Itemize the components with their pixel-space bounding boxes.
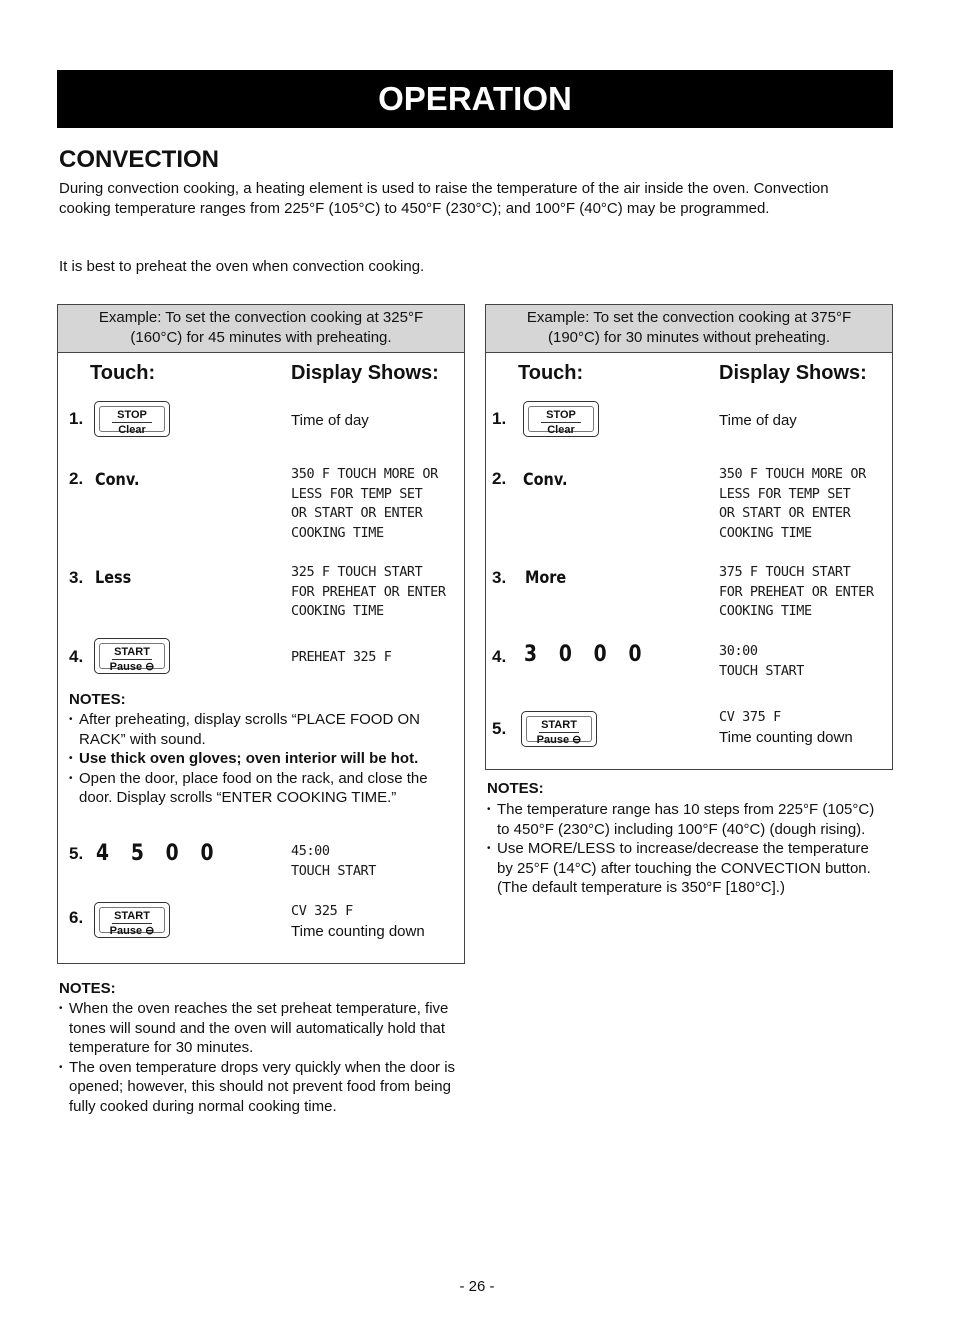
touch-column-header: Touch: [90, 362, 156, 384]
step-number: 5. [492, 719, 507, 738]
display-readout: 30:00 TOUCH START [719, 643, 805, 679]
display-column-header: Display Shows: [291, 362, 439, 384]
display-readout: CV 375 F [719, 709, 781, 725]
example-header [486, 305, 892, 353]
step-number: 4. [69, 647, 84, 666]
stop-clear-button[interactable] [523, 401, 599, 437]
number-pad-entry[interactable]: 4 5 0 0 [96, 841, 222, 866]
key-label-bottom: Clear [547, 424, 575, 436]
step-number: 3. [492, 568, 507, 587]
display-text: Time of day [291, 412, 369, 429]
step-number: 6. [69, 908, 84, 927]
display-readout: CV 325 F [291, 903, 353, 919]
example-header-line: (190°C) for 30 minutes without preheating. [548, 329, 830, 346]
notes-title: NOTES: [69, 691, 126, 708]
key-label-top: STOP [541, 409, 581, 423]
example-header-line: (160°C) for 45 minutes with preheating. [130, 329, 392, 346]
key-label-top: START [112, 646, 152, 660]
more-button-label[interactable]: More [525, 568, 567, 588]
step-number: 5. [69, 844, 84, 863]
note-item: • Use MORE/LESS to increase/decrease the temperature by 25°F (14°C) after touching the CONVECTION button. (The default temperature is 350°F [180°C].) [487, 839, 877, 898]
note-item-warning: • Use thick oven gloves; oven interior will be hot. [69, 749, 454, 769]
example-box-no-preheat [485, 304, 893, 770]
start-pause-button[interactable] [521, 711, 597, 747]
display-text: Time counting down [291, 923, 425, 940]
display-readout: 375 F TOUCH START FOR PREHEAT OR ENTER COOKING TIME [719, 564, 874, 620]
notes-title: NOTES: [487, 780, 544, 797]
key-label-top: START [539, 719, 579, 733]
note-item: • After preheating, display scrolls “PLACE FOOD ON RACK” with sound. [69, 710, 454, 749]
display-column-header: Display Shows: [719, 362, 867, 384]
key-label-bottom: Pause ⊖ [109, 925, 155, 937]
start-pause-button[interactable] [94, 638, 170, 674]
touch-column-header: Touch: [518, 362, 584, 384]
step-number: 1. [492, 409, 507, 428]
example-header [58, 305, 464, 353]
display-text: Time of day [719, 412, 797, 429]
display-readout: 350 F TOUCH MORE OR LESS FOR TEMP SET OR START OR ENTER COOKING TIME [719, 466, 866, 542]
section-title: CONVECTION [59, 146, 220, 173]
notes-list [69, 710, 454, 808]
number-pad-entry[interactable]: 3 0 0 0 [524, 642, 650, 667]
note-item: • The temperature range has 10 steps from 225°F (105°C) to 450°F (230°C) including 100°F (40°C) (dough rising). [487, 800, 877, 839]
key-label-bottom: Clear [118, 424, 146, 436]
conv-button-label[interactable]: Conv. [95, 470, 140, 490]
notes-list [59, 999, 464, 1116]
key-label-top: START [112, 910, 152, 924]
step-number: 1. [69, 409, 84, 428]
start-pause-button[interactable] [94, 902, 170, 938]
intro-paragraph: During convection cooking, a heating element is used to raise the temperature of the air inside the oven. Convection cooking temperature ranges from 225°F (105°C) to 450°F (230°C); and 100°F (40°C) may be programmed. [59, 180, 829, 217]
display-readout: 350 F TOUCH MORE OR LESS FOR TEMP SET OR START OR ENTER COOKING TIME [291, 466, 438, 542]
step-number: 3. [69, 568, 84, 587]
preheat-tip: It is best to preheat the oven when convection cooking. [59, 258, 425, 275]
step-number: 4. [492, 647, 507, 666]
page-number: - 26 - [459, 1278, 495, 1295]
key-label-bottom: Pause ⊖ [109, 661, 155, 673]
example-box-preheat [57, 304, 465, 964]
page-banner: OPERATION [57, 70, 893, 128]
example-header-line: Example: To set the convection cooking at 325°F [98, 309, 424, 326]
key-label-bottom: Pause ⊖ [536, 734, 582, 746]
display-readout: PREHEAT 325 F [291, 649, 392, 665]
notes-list [487, 800, 877, 898]
key-label-top: STOP [112, 409, 152, 423]
stop-clear-button[interactable] [94, 401, 170, 437]
note-item: • When the oven reaches the set preheat temperature, five tones will sound and the oven will automatically hold that temperature for 30 minutes. [59, 999, 464, 1058]
step-number: 2. [492, 469, 507, 488]
step-number: 2. [69, 469, 84, 488]
note-item: • Open the door, place food on the rack, and close the door. Display scrolls “ENTER COOKING TIME.” [69, 769, 454, 808]
notes-title: NOTES: [59, 980, 116, 997]
less-button-label[interactable]: Less [95, 568, 132, 588]
example-header-line: Example: To set the convection cooking at 375°F [526, 309, 852, 326]
note-item: • The oven temperature drops very quickly when the door is opened; however, this should not prevent food from being fully cooked during normal cooking time. [59, 1058, 464, 1117]
display-readout: 45:00 TOUCH START [291, 843, 377, 879]
display-text: Time counting down [719, 729, 853, 746]
conv-button-label[interactable]: Conv. [523, 470, 568, 490]
display-readout: 325 F TOUCH START FOR PREHEAT OR ENTER COOKING TIME [291, 564, 446, 620]
